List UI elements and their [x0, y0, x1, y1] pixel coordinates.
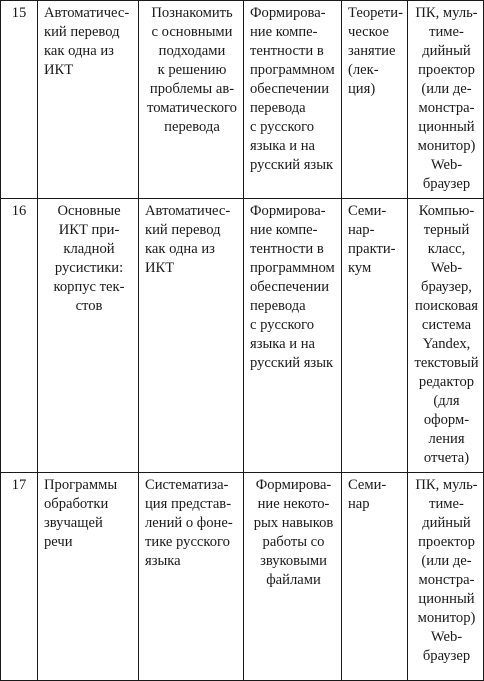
goal-text: Автоматичес- кий перевод как одна из ИКТ — [145, 203, 231, 276]
row-number: 16 — [11, 203, 27, 219]
goal-text: Познакомить с основными подходами к решению проблемы ав- томатического перевода — [147, 5, 237, 135]
goal-cell — [139, 199, 244, 473]
equipment-text: ПК, муль- тиме- дийный проектор (или де- монстра- ционный монитор) Web- браузер — [415, 5, 478, 192]
table-row — [1, 473, 484, 681]
result-cell — [244, 473, 342, 681]
row-number-cell — [1, 473, 38, 681]
topic-cell — [38, 199, 139, 473]
row-number-cell — [1, 199, 38, 473]
result-cell — [244, 199, 342, 473]
equipment-cell — [408, 199, 484, 473]
table-row — [1, 199, 484, 473]
form-text: Семи- нар- практи- кум — [348, 203, 396, 276]
result-cell — [244, 1, 342, 199]
equipment-text: Компью- терный класс, Web- браузер, поисковая система Yandex, текстовый редактор (для оформ- ления отчета) — [414, 203, 479, 466]
topic-text: Программы обработки звучащей речи — [44, 477, 118, 550]
topic-cell — [38, 1, 139, 199]
form-cell — [342, 199, 408, 473]
table-row — [1, 1, 484, 199]
form-cell — [342, 1, 408, 199]
topic-text: Основные ИКТ при- кладной русистики: корпус тек- стов — [53, 203, 125, 314]
row-number: 17 — [11, 477, 27, 493]
form-text: Семи- нар — [348, 477, 387, 512]
equipment-cell — [408, 473, 484, 681]
row-number: 15 — [11, 5, 27, 21]
goal-text: Систематиза- ция представ- лений о фоне- тике русского языка — [145, 477, 233, 569]
row-number-cell — [1, 1, 38, 199]
form-cell — [342, 473, 408, 681]
topic-cell — [38, 473, 139, 681]
equipment-text: ПК, муль- тиме- дийный проектор (или де- монстра- ционный монитор) Web- браузер — [415, 477, 478, 664]
result-text: Формирова- ние некото- рых навыков работы со звуковыми файлами — [253, 477, 334, 588]
result-text: Формирова- ние компе- тентности в программном обеспечении перевода с русского языка и на русский язык — [250, 203, 335, 371]
goal-cell — [139, 473, 244, 681]
form-text: Теорети- ческое занятие (лек- ция) — [348, 5, 403, 97]
topic-text: Автоматичес- кий перевод как одна из ИКТ — [44, 5, 130, 78]
goal-cell — [139, 1, 244, 199]
result-text: Формирова- ние компе- тентности в программном обеспечении перевода с русского языка и на русский язык — [250, 5, 335, 173]
equipment-cell — [408, 1, 484, 199]
